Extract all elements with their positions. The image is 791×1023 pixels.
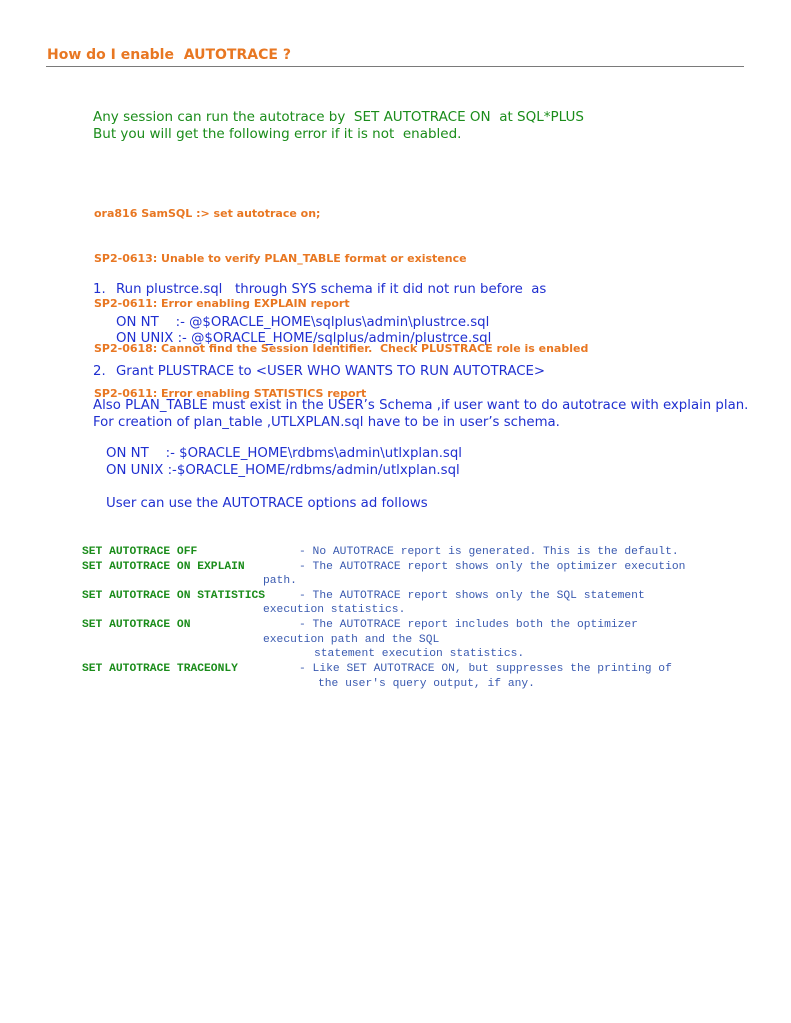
step-1-unix-path: ON UNIX :- @$ORACLE_HOME/sqlplus/admin/plustrce.sql: [116, 331, 492, 346]
option-description: - The AUTOTRACE report includes both the optimizer: [299, 619, 638, 631]
options-intro: User can use the AUTOTRACE options ad follows: [106, 496, 428, 511]
option-description: statement execution statistics.: [314, 648, 525, 660]
option-description: - Like SET AUTOTRACE ON, but suppresses the printing of: [299, 663, 672, 675]
step-2-text: Grant PLUSTRACE to <USER WHO WANTS TO RUN AUTOTRACE>: [116, 364, 546, 379]
option-command: SET AUTOTRACE OFF: [82, 546, 198, 558]
option-command: SET AUTOTRACE ON: [82, 619, 191, 631]
option-description: path.: [263, 575, 297, 587]
option-command: SET AUTOTRACE ON EXPLAIN: [82, 561, 245, 573]
step-1-number: 1.: [93, 282, 106, 297]
intro-line-1: Any session can run the autotrace by SET AUTOTRACE ON at SQL*PLUS: [93, 109, 584, 125]
option-description: - No AUTOTRACE report is generated. This is the default.: [299, 546, 679, 558]
error-line: SP2-0611: Error enabling EXPLAIN report: [94, 297, 350, 310]
error-line: ora816 SamSQL :> set autotrace on;: [94, 207, 321, 220]
error-line: SP2-0611: Error enabling STATISTICS report: [94, 387, 367, 400]
option-description: the user's query output, if any.: [318, 678, 535, 690]
utlxplan-nt-path: ON NT :- $ORACLE_HOME\rdbms\admin\utlxplan.sql: [106, 446, 462, 461]
intro-line-2: But you will get the following error if it is not enabled.: [93, 126, 462, 142]
utlxplan-unix-path: ON UNIX :-$ORACLE_HOME/rdbms/admin/utlxplan.sql: [106, 463, 460, 478]
option-description: execution statistics.: [263, 604, 406, 616]
option-description: - The AUTOTRACE report shows only the optimizer execution: [299, 561, 686, 573]
option-command: SET AUTOTRACE ON STATISTICS: [82, 590, 266, 602]
option-description: - The AUTOTRACE report shows only the SQL statement: [299, 590, 645, 602]
heading-rule: [46, 66, 744, 67]
plan-table-paragraph: Also PLAN_TABLE must exist in the USER’s Schema ,if user want to do autotrace with explain plan. For creation of plan_table ,UTLXPLAN.sql have to be in user’s schema.: [93, 398, 749, 430]
page-heading: How do I enable AUTOTRACE ?: [47, 47, 291, 63]
option-command: SET AUTOTRACE TRACEONLY: [82, 663, 238, 675]
step-1-text: Run plustrce.sql through SYS schema if it did not run before as: [116, 282, 547, 297]
step-2-number: 2.: [93, 364, 106, 379]
option-description: execution path and the SQL: [263, 634, 440, 646]
step-1-nt-path: ON NT :- @$ORACLE_HOME\sqlplus\admin\plustrce.sql: [116, 315, 490, 330]
error-line: SP2-0613: Unable to verify PLAN_TABLE format or existence: [94, 252, 467, 265]
error-line: SP2-0618: Cannot find the Session Identifier. Check PLUSTRACE role is enabled: [94, 342, 589, 355]
